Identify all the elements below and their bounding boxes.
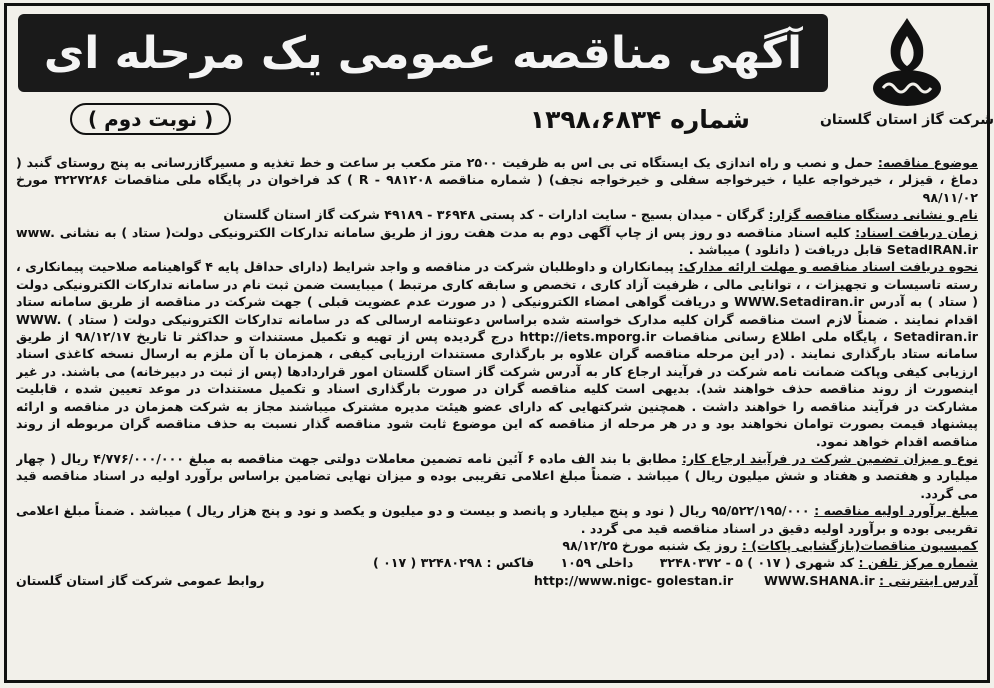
setad-link-2[interactable]: WWW.Setadiran.ir [734,294,865,310]
section-docs-method: نحوه دریافت اسناد مناقصه و مهلت ارائه مدارک: پیمانکاران و داوطلبان شرکت در مناقصه و واجد شرایط (دارای حداقل پایه ۴ گواهینامه صلاحیت پیمانکاری ، رسته تاسیسات و تجهیزات ، ، توانایی مالی ، ظرفیت آزاد کاری ، تخصص و سابقه کاری مرتبط ) میبایست ضمن ثبت نام در سامانه تدارکات الکترونیکی دولت ( ستاد ) به آدرس WWW.Setadiran.ir و دریافت گواهی امضاء الکترونیکی ( در صورت عدم عضویت قبلی ) جهت شرکت در مناقصه از طریق سامانه ستاد اقدام نمایند . ضمناً لازم است مناقصه گران کلیه مدارک خواسته شده براساس دعوتنامه ارسالی که در سامانه تدارکات الکترونیکی دولت ( ستاد ) WWW. Setadiran.ir ، پایگاه ملی اطلاع رسانی مناقصات http://iets.mporg.ir درج گردیده پس از تهیه و تکمیل مستندات و حداکثر تا تاریخ ۹۸/۱۲/۱۷ از طریق سامانه ستاد بارگذاری نمایند . (در این مرحله مناقصه گران علاوه بر بارگذاری مستندات ارزیابی کیفی ، همزمان با آن ملزم به ارسال نسخه کاغذی اسناد ارزیابی کیفی وپاکت ضمانت نامه شرکت در فرآیند ارجاع کار به آدرس شرکت گاز استان گلستان امور قراردادها (پس از ثبت در دبیرخانه) می باشند. در غیر اینصورت از روند مناقصه حذف خواهند شد). بدیهی است کلیه مناقصه گران در صورت بارگذاری اسناد و تکمیل مستندات در موعد تعیین شده ، قابلیت مشارکت در فرآیند مناقصه را خواهند داشت . همچنین شرکتهایی که دارای عضو هیئت مدیره مشترک میباشند مجاز به شرکت همزمان در مناقصه و ارائه پیشنهاد قیمت بصورت توامان نخواهند بود و در هر مرحله از مناقصه که این موضوع ثابت شود مناقصه گذار نسبت به حذف مناقصه گران مربوطه از روند مناقصه اقدام خواهد نمود. [16,259,978,449]
ad-header [10,8,994,144]
setad-link[interactable]: www. SetadIRAN.ir [16,224,978,258]
round-badge: ( نوبت دوم ) [70,103,231,135]
nigc-link[interactable]: http://www.nigc- golestan.ir [533,572,734,588]
contact-web-row: آدرس اینترنتی : http://www.nigc- golestan.ir WWW.SHANA.ir روابط عمومی شرکت گاز استان گلستان [16,572,978,588]
section-estimate: مبلغ برآورد اولیه مناقصه : ۹۵/۵۲۲/۱۹۵/۰۰۰ ریال ( نود و پنج میلیارد و پانصد و بیست و دو میلیون و یکصد و نود و پنج هزار ریال ) میباشد . ضمناً مبلغ اعلامی تقریبی بوده و برآورد اولیه دقیق در اسناد مناقصه قید می گردد . [16,503,978,536]
section-subject: موضوع مناقصه: حمل و نصب و راه اندازی یک ایستگاه تی بی اس به ظرفیت ۲۵۰۰ متر مکعب بر ساعت و خط تغذیه و مسیرگازرسانی به پنج روستای گنبد ( دماغ ، قیزلر ، خیرخواجه علیا ، خیرخواجه سفلی و خیرخواجه نجف) ( شماره مناقصه R - ۹۸۱۲۰۸ ) کد فراخوان در پایگاه ملی مناقصات ۳۲۲۷۲۸۶ مورخ ۹۸/۱۱/۰۲ [16,155,978,205]
section-organizer: نام و نشانی دستگاه مناقصه گزار: گرگان - میدان بسیج - سایت ادارات - کد پستی ۳۶۹۴۸ - ۴۹۱۸۹ شرکت گاز استان گلستان [223,207,978,223]
company-name: شرکت گاز استان گلستان [819,112,994,128]
fax-number: فاکس : ۳۲۴۸۰۲۹۸ ( ۰۱۷ ) [372,555,535,571]
phone-ext: داخلی ۱۰۵۹ [560,555,634,571]
iets-link[interactable]: http://iets.mporg.ir [519,329,657,345]
section-guarantee: نوع و میزان تضمین شرکت در فرآیند ارجاع کار: مطابق با بند الف ماده ۶ آئین نامه تضمین معاملات دولتی جهت مناقصه به مبلغ ۴/۷۷۶/۰۰۰/۰۰۰ ریال ( چهار میلیارد و هفتصد و هفتاد و شش میلیون ریال ) میباشد . ضمناً مبلغ اعلامی تقریبی بوده و میزان نهایی تضامین براساس برآورد اولیه در اسناد مناقصه قید می گردد. [16,450,978,501]
public-relations: روابط عمومی شرکت گاز استان گلستان [16,572,265,588]
ad-number-line [70,100,750,138]
company-logo [819,12,994,142]
section-docs-time: زمان دریافت اسناد: کلیه اسناد مناقصه دو روز پس از چاپ آگهی دوم به مدت هفت روز از طریق سامانه تدارکات الکترونیکی دولت( ستاد ) به نشانی www. SetadIRAN.ir قابل دریافت ( دانلود ) میباشد . [16,224,978,258]
setad-link-3[interactable]: WWW. Setadiran.ir [16,311,978,345]
gas-flame-logo-icon [867,12,947,112]
ad-body [16,154,978,674]
contact-phone-row: شماره مرکز تلفن : کد شهری ( ۰۱۷ ) ۵ - ۳۲۴۸۰۳۷۲ داخلی ۱۰۵۹ فاکس : ۳۲۴۸۰۲۹۸ ( ۰۱۷ ) [372,555,978,571]
ad-title: آگهی مناقصه عمومی یک مرحله ای [18,14,828,92]
phone-number: کد شهری ( ۰۱۷ ) ۵ - ۳۲۴۸۰۳۷۲ [659,555,855,571]
section-commission: کمیسیون مناقصات(بازگشایی پاکات) : روز یک شنبه مورخ ۹۸/۱۲/۲۵ [562,537,978,553]
shana-link[interactable]: WWW.SHANA.ir [763,572,875,588]
tender-number: شماره ۱۳۹۸،۶۸۳۴ [529,104,750,134]
